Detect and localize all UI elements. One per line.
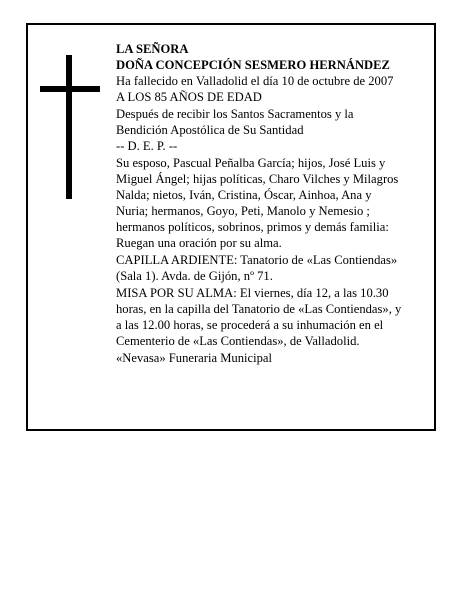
deceased-name: DOÑA CONCEPCIÓN SESMERO HERNÁNDEZ — [116, 58, 390, 72]
cross-vertical-bar — [66, 55, 72, 199]
family-text — [116, 155, 428, 251]
family-line: hermanos políticos, sobrinos, primos y demás familia: — [116, 220, 389, 234]
death-place-date: Ha fallecido en Valladolid el día 10 de octubre de 2007 — [116, 74, 394, 88]
family-line: Miguel Ángel; hijas políticas, Charo Vilches y Milagros — [116, 172, 399, 186]
family-line: Su esposo, Pascual Peñalba García; hijos, José Luis y — [116, 156, 386, 170]
family-line: Ruegan una oración por su alma. — [116, 236, 282, 250]
notice-title: LA SEÑORA — [116, 42, 189, 56]
mass-line: Cementerio de «Las Contiendas», de Valladolid. — [116, 334, 360, 348]
sacraments-text — [116, 106, 428, 138]
cross-icon — [40, 55, 100, 199]
death-info — [116, 73, 428, 105]
notice-text — [116, 41, 428, 366]
dep-line: -- D. E. P. -- — [116, 139, 178, 153]
cross-horizontal-bar — [40, 86, 100, 92]
chapel-line: CAPILLA ARDIENTE: Tanatorio de «Las Contiendas» — [116, 253, 398, 267]
funeral-home: «Nevasa» Funeraria Municipal — [116, 351, 272, 365]
chapel-text — [116, 252, 428, 284]
death-age: A LOS 85 AÑOS DE EDAD — [116, 90, 262, 104]
sacraments-line: Bendición Apostólica de Su Santidad — [116, 123, 304, 137]
mass-line: a las 12.00 horas, se procederá a su inhumación en el — [116, 318, 384, 332]
mass-line: horas, en la capilla del Tanatorio de «Las Contiendas», y — [116, 302, 402, 316]
mass-text — [116, 285, 428, 349]
mass-line: MISA POR SU ALMA: El viernes, día 12, a las 10.30 — [116, 286, 389, 300]
obituary-notice — [26, 23, 436, 431]
family-line: Nalda; nietos, Iván, Cristina, Óscar, Ainhoa, Ana y — [116, 188, 372, 202]
sacraments-line: Después de recibir los Santos Sacramentos y la — [116, 107, 354, 121]
family-line: Nuria; hermanos, Goyo, Peti, Manolo y Nemesio ; — [116, 204, 370, 218]
chapel-line: (Sala 1). Avda. de Gijón, nº 71. — [116, 269, 273, 283]
